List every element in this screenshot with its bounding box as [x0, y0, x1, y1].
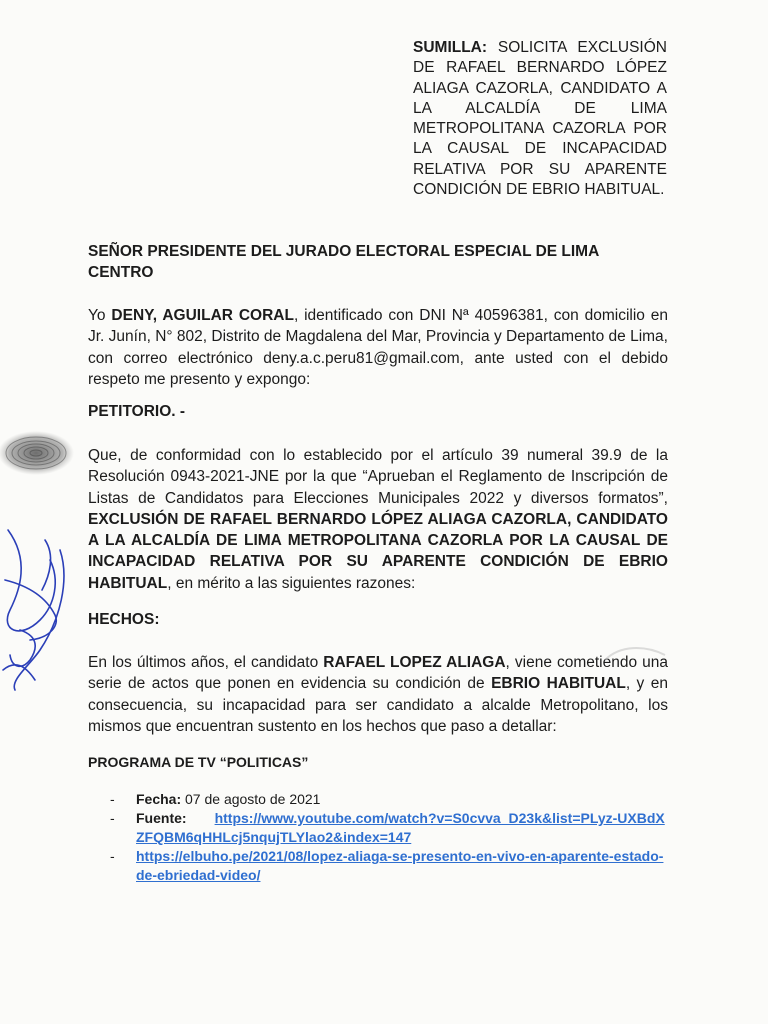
programa-heading: PROGRAMA DE TV “POLITICAS” [88, 754, 309, 770]
handwritten-signature [0, 520, 80, 700]
hechos-text-3: , y en consecuencia, su incapacidad para ser candidato a alcalde Metropolitano, los mismos que encuentran sustento en los hechos que paso a detallar: [88, 675, 668, 735]
list-dash: - [110, 810, 115, 826]
intro-paragraph [88, 305, 668, 390]
hechos-text-1: En los últimos años, el candidato [88, 654, 324, 671]
petitorio-bold: EXCLUSIÓN DE RAFAEL BERNARDO LÓPEZ ALIAGA CAZORLA, CANDIDATO A LA ALCALDÍA DE LIMA METROPOLITANA CAZORLA POR LA CAUSAL DE INCAPACIDAD RELATIVA POR SU APARENTE CONDICIÓN DE EBRIO HABITUAL [88, 510, 668, 592]
petitorio-heading: PETITORIO. - [88, 403, 186, 420]
list-dash: - [110, 848, 115, 864]
evidence-list [110, 790, 670, 885]
hechos-text-2: , viene cometiendo una serie de actos que ponen en evidencia su condición de [88, 654, 668, 693]
list-item-fuente [110, 809, 670, 847]
fingerprint-mark [0, 428, 80, 478]
petitioner-name: DENY, AGUILAR CORAL [111, 307, 294, 324]
fuente-label: Fuente: [136, 810, 187, 826]
list-item-elbuho [110, 847, 670, 885]
intro-lead: Yo [88, 307, 112, 324]
hechos-paragraph [88, 652, 668, 737]
petitorio-text-2: , en mérito a las siguientes razones: [167, 574, 416, 592]
faint-stamp-mark [600, 640, 670, 670]
hechos-heading: HECHOS: [88, 611, 160, 628]
petitorio-paragraph [88, 445, 668, 594]
sumilla-block [413, 38, 667, 200]
petitorio-text-1: Que, de conformidad con lo establecido por el artículo 39 numeral 39.9 de la Resolución 0943-2021-JNE por la que “Aprueban el Reglamento de Inscripción de Listas de Candidatos para Elecciones Municipales 2022 y diversos formatos”, [88, 447, 668, 507]
intro-rest: , identificado con DNI Nª 40596381, con domicilio en Jr. Junín, N° 802, Distrito de Magdalena del Mar, Provincia y Departamento de Lima, con correo electrónico deny.a.c.peru81@gmail.com, ante usted con el debido respeto me presento y expongo: [88, 307, 669, 388]
candidate-name: RAFAEL LOPEZ ALIAGA [323, 654, 506, 671]
elbuho-link[interactable]: https://elbuho.pe/2021/08/lopez-aliaga-se-presento-en-vivo-en-aparente-estado-de-ebriedad-video/ [136, 848, 664, 883]
sumilla-label: SUMILLA: [413, 39, 488, 56]
fecha-value: 07 de agosto de 2021 [181, 791, 321, 807]
condition-bold: EBRIO HABITUAL [491, 675, 626, 693]
list-dash: - [110, 791, 115, 807]
youtube-link[interactable]: https://www.youtube.com/watch?v=S0cvva_D23k&list=PLyz-UXBdXZFQBM6qHHLcj5nqujTLYlao2&index=147 [136, 810, 665, 845]
addressee-heading: SEÑOR PRESIDENTE DEL JURADO ELECTORAL ESPECIAL DE LIMA CENTRO [88, 243, 599, 281]
fecha-label: Fecha: [136, 791, 182, 807]
list-item-fecha [110, 790, 670, 809]
sumilla-text: SOLICITA EXCLUSIÓN DE RAFAEL BERNARDO LÓPEZ ALIAGA CAZORLA, CANDIDATO A LA ALCALDÍA DE LIMA METROPOLITANA CAZORLA POR LA CAUSAL DE INCAPACIDAD RELATIVA POR SU APARENTE CONDICIÓN DE EBRIO HABITUAL. [413, 39, 667, 199]
